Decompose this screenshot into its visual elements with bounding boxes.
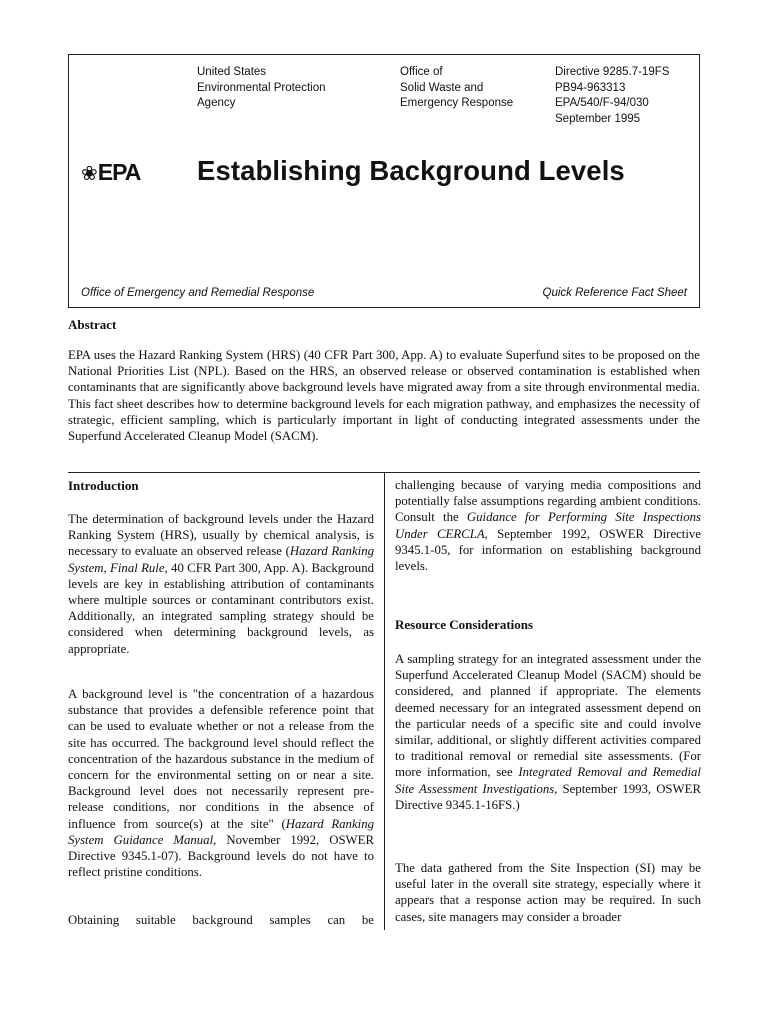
abstract-heading: Abstract [68,317,117,332]
agency-line: United States [197,66,267,78]
text-run: , September 1993, OSWER Directive 9345.1-16FS.) [395,781,701,812]
citation: Integrated Removal and Remedial Site Assessment Investigations [395,765,701,796]
fact-sheet-label: Quick Reference Fact Sheet [542,287,687,299]
abstract-body: EPA uses the Hazard Ranking System (HRS) (40 CFR Part 300, App. A) to evaluate Superfund sites to be proposed on the National Priorities List (NPL). Based on the HRS, an observed release or observed contamination is established when contaminants that are significantly above background levels have migrated away from a site through environmental media. This fact sheet describes how to determine background levels for each migration pathway, and emphasizes the necessity of strategic, efficient sampling, which is particularly important in light of conducting integrated assessments under the Superfund Accelerated Cleanup Model (SACM). [68,348,700,444]
text-run: challenging because of varying media compositions and potentially false assumptions regarding ambient conditions. Consult the [395,478,701,525]
directive-line: EPA/540/F-94/030 [555,97,649,109]
introduction-paragraph [68,686,374,880]
directive-block [555,65,669,127]
directive-line: September 1995 [555,112,641,125]
directive-line: Directive 9285.7-19FS [555,66,670,78]
column-divider [384,472,385,930]
citation: Guidance for Performing Site Inspections Under CERCLA [395,510,701,541]
text-run: A sampling strategy for an integrated assessment under the Superfund Accelerated Cleanup Model (SACM) should be considered, and planned if appropriate. The elements deemed necessary for an integrated assessment depend on the particular needs of a specific site and could involve similar, additional, or slightly different activities compared to traditional removal or remedial site assessments. (For more information, see [395,652,701,780]
introduction-paragraph: Obtaining suitable background samples can be [68,913,374,927]
office-block [400,65,513,112]
agency-line: Agency [197,97,236,109]
resource-paragraph [395,651,701,813]
office-line: Solid Waste and [400,81,484,94]
text-run: , September 1992, OSWER Directive 9345.1-05, for information on establishing background levels. [395,526,701,574]
office-line: Emergency Response [400,97,514,109]
text-run: The determination of background levels under the Hazard Ranking System (HRS), usually by chemical analysis, is necessary to evaluate an observed release ( [68,512,374,559]
resource-considerations-heading: Resource Considerations [395,617,534,632]
citation: Hazard Ranking System, Final Rule [68,544,374,575]
text-run: A background level is "the concentration of a hazardous substance that provides a defensible reference point that can be used to evaluate whether or not a release from the site has occurred. The background level should reflect the concentration of the hazardous substance in the medium of concern for the environmental setting on or near a site. Background level does not necessarily represent pre-release conditions, nor conditions in the absence of influence from source(s) at the site" ( [68,687,374,831]
directive-line: PB94-963313 [555,81,626,94]
resource-paragraph: The data gathered from the Site Inspection (SI) may be useful later in the overall site strategy, especially where it appears that a response action may be required. In such cases, site managers may consider a broader [395,861,701,924]
right-column-paragraph [395,477,701,574]
agency-line: Environmental Protection [197,81,326,94]
epa-logo-text: EPA [97,159,141,185]
citation: Hazard Ranking System Guidance Manual [68,816,374,847]
text-run: , 40 CFR Part 300, App. A). Background levels are key in establishing attribution of contaminants where multiple sources or contaminant contributors exist. Additionally, an integrated sampling strategy should be considered when determining background levels, as appropriate. [68,560,374,656]
epa-flower-icon: ❀ [81,163,97,185]
document-header [68,54,700,308]
epa-logo [81,159,140,186]
introduction-heading: Introduction [68,478,139,493]
agency-block [197,65,325,112]
introduction-paragraph [68,511,374,657]
office-line: Office of [400,66,443,78]
text-run: , November 1992, OSWER Directive 9345.1-07). Background levels do not have to reflect pristine conditions. [68,832,374,880]
document-title: Establishing Background Levels [197,155,625,186]
office-footer: Office of Emergency and Remedial Response [81,287,315,299]
